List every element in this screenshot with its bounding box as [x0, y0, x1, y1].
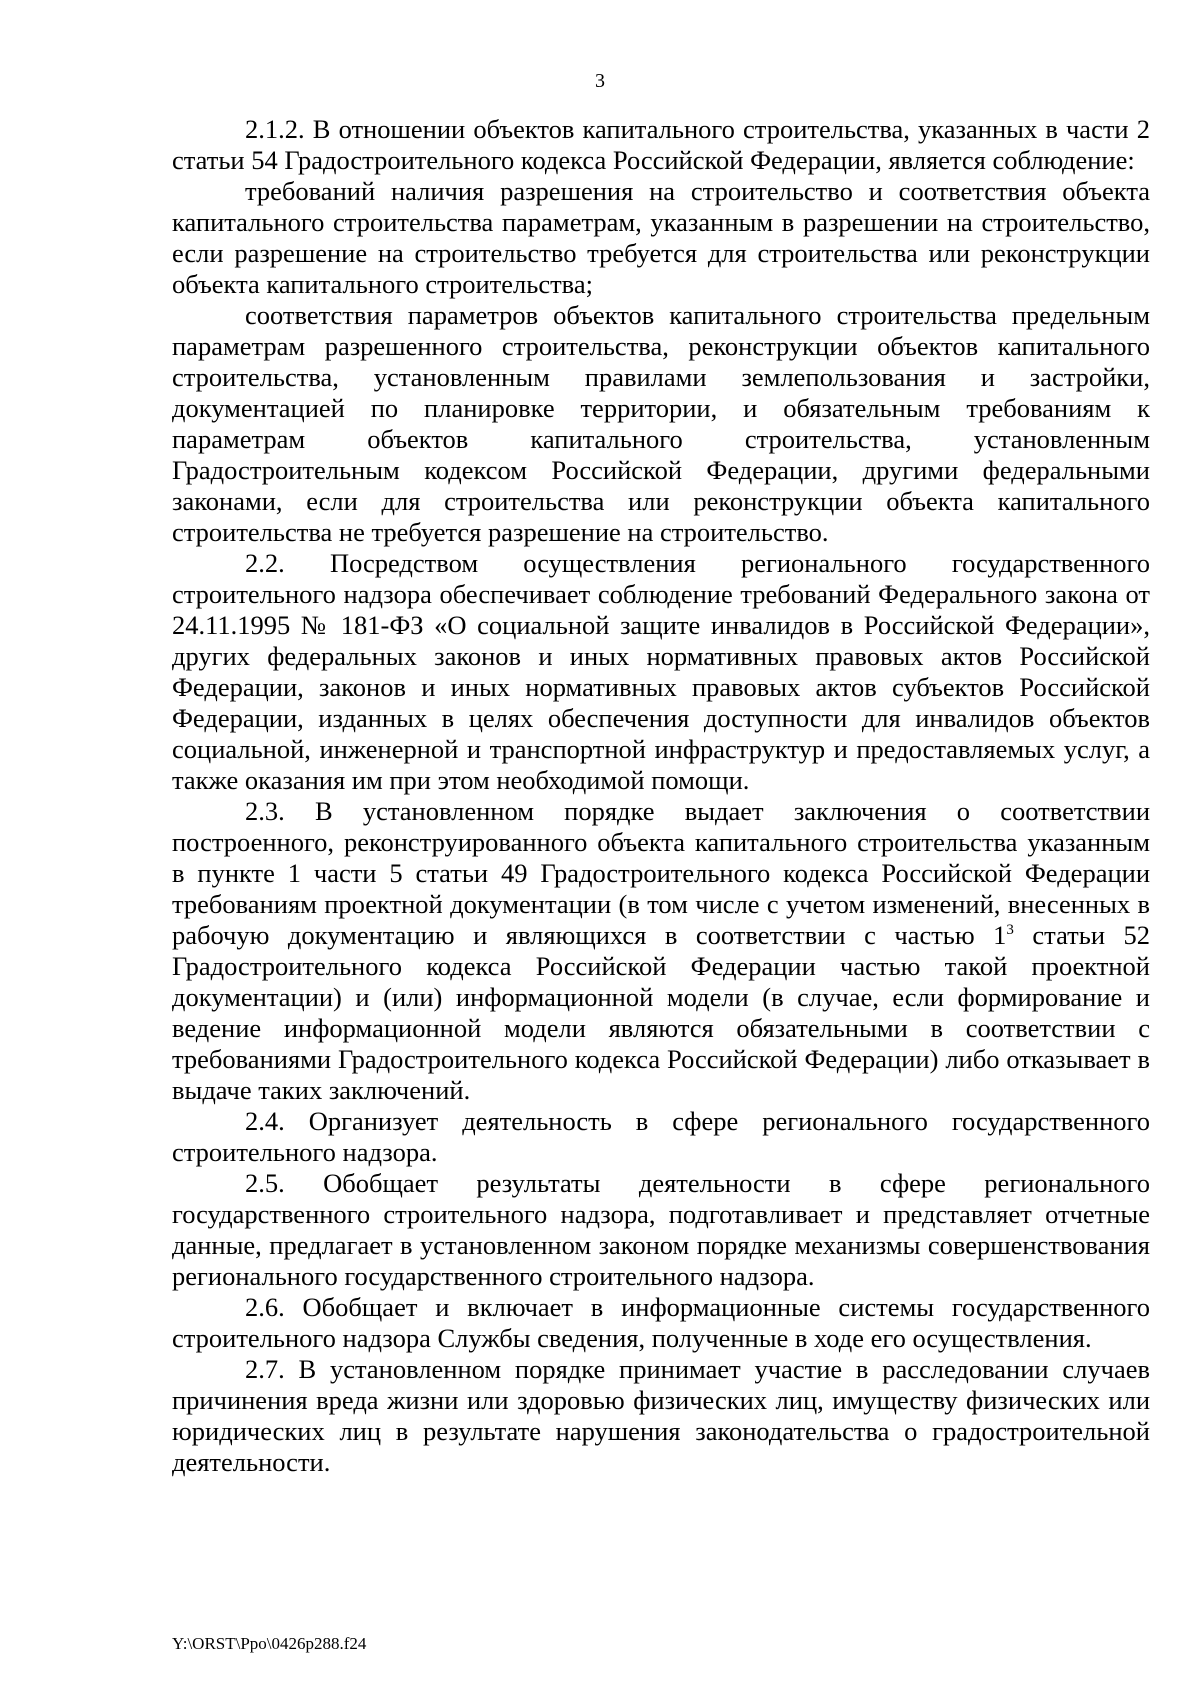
page-number: 3	[595, 70, 605, 92]
paragraph-2-4: 2.4. Организует деятельность в сфере регионального государственного строительного надзора.	[172, 1106, 1150, 1167]
paragraph-parameters-compliance: соответствия параметров объектов капитального строительства предельным параметрам разрешенного строительства, реконструкции объектов капитального строительства, установленным правилами землепользования и застройки, документацией по планировке территории, и обязательным требованиям к параметрам объектов капитального строительства, установленным Градостроительным кодексом Российской Федерации, другими федеральными законами, если для строительства или реконструкции объекта капитального строительства не требуется разрешение на строительство.	[172, 300, 1150, 547]
document-body	[172, 114, 1150, 1478]
paragraph-2-3-text-after: статьи 52 Градостроительного кодекса Российской Федерации частью такой проектной документации) и (или) информационной модели (в случае, если формирование и ведение информационной модели являются обязательными в соответствии с требованиями Градостроительного кодекса Российской Федерации) либо отказывает в выдаче таких заключений.	[172, 920, 1151, 1105]
paragraph-2-7: 2.7. В установленном порядке принимает участие в расследовании случаев причинения вреда жизни или здоровью физических лиц, имуществу физических или юридических лиц в результате нарушения законодательства о градостроительной деятельности.	[172, 1354, 1150, 1477]
paragraph-2-1-2: 2.1.2. В отношении объектов капитального строительства, указанных в части 2 статьи 54 Градостроительного кодекса Российской Федерации, является соблюдение:	[172, 114, 1150, 175]
paragraph-2-3-text-before: 2.3. В установленном порядке выдает заключения о соответствии построенного, реконструированного объекта капитального строительства указанным в пункте 1 части 5 статьи 49 Градостроительного кодекса Российской Федерации требованиям проектной документации (в том числе с учетом изменений, внесенных в рабочую документацию и являющихся в соответствии с частью 1	[172, 796, 1150, 950]
paragraph-2-6: 2.6. Обобщает и включает в информационные системы государственного строительного надзора Службы сведения, полученные в ходе его осуществления.	[172, 1292, 1150, 1353]
paragraph-permit-requirements: требований наличия разрешения на строительство и соответствия объекта капитального строительства параметрам, указанным в разрешении на строительство, если разрешение на строительство требуется для строительства или реконструкции объекта капитального строительства;	[172, 176, 1150, 299]
paragraph-2-3-superscript: 3	[1006, 922, 1014, 939]
paragraph-2-3	[172, 796, 1150, 1106]
paragraph-2-5: 2.5. Обобщает результаты деятельности в сфере регионального государственного строительного надзора, подготавливает и представляет отчетные данные, предлагает в установленном законом порядке механизмы совершенствования регионального государственного строительного надзора.	[172, 1168, 1150, 1291]
footer-file-path: Y:\ORST\Ppo\0426p288.f24	[172, 1634, 367, 1653]
paragraph-2-2: 2.2. Посредством осуществления регионального государственного строительного надзора обеспечивает соблюдение требований Федерального закона от 24.11.1995 № 181-ФЗ «О социальной защите инвалидов в Российской Федерации», других федеральных законов и иных нормативных правовых актов Российской Федерации, законов и иных нормативных правовых актов субъектов Российской Федерации, изданных в целях обеспечения доступности для инвалидов объектов социальной, инженерной и транспортной инфраструктур и предоставляемых услуг, а также оказания им при этом необходимой помощи.	[172, 548, 1150, 795]
